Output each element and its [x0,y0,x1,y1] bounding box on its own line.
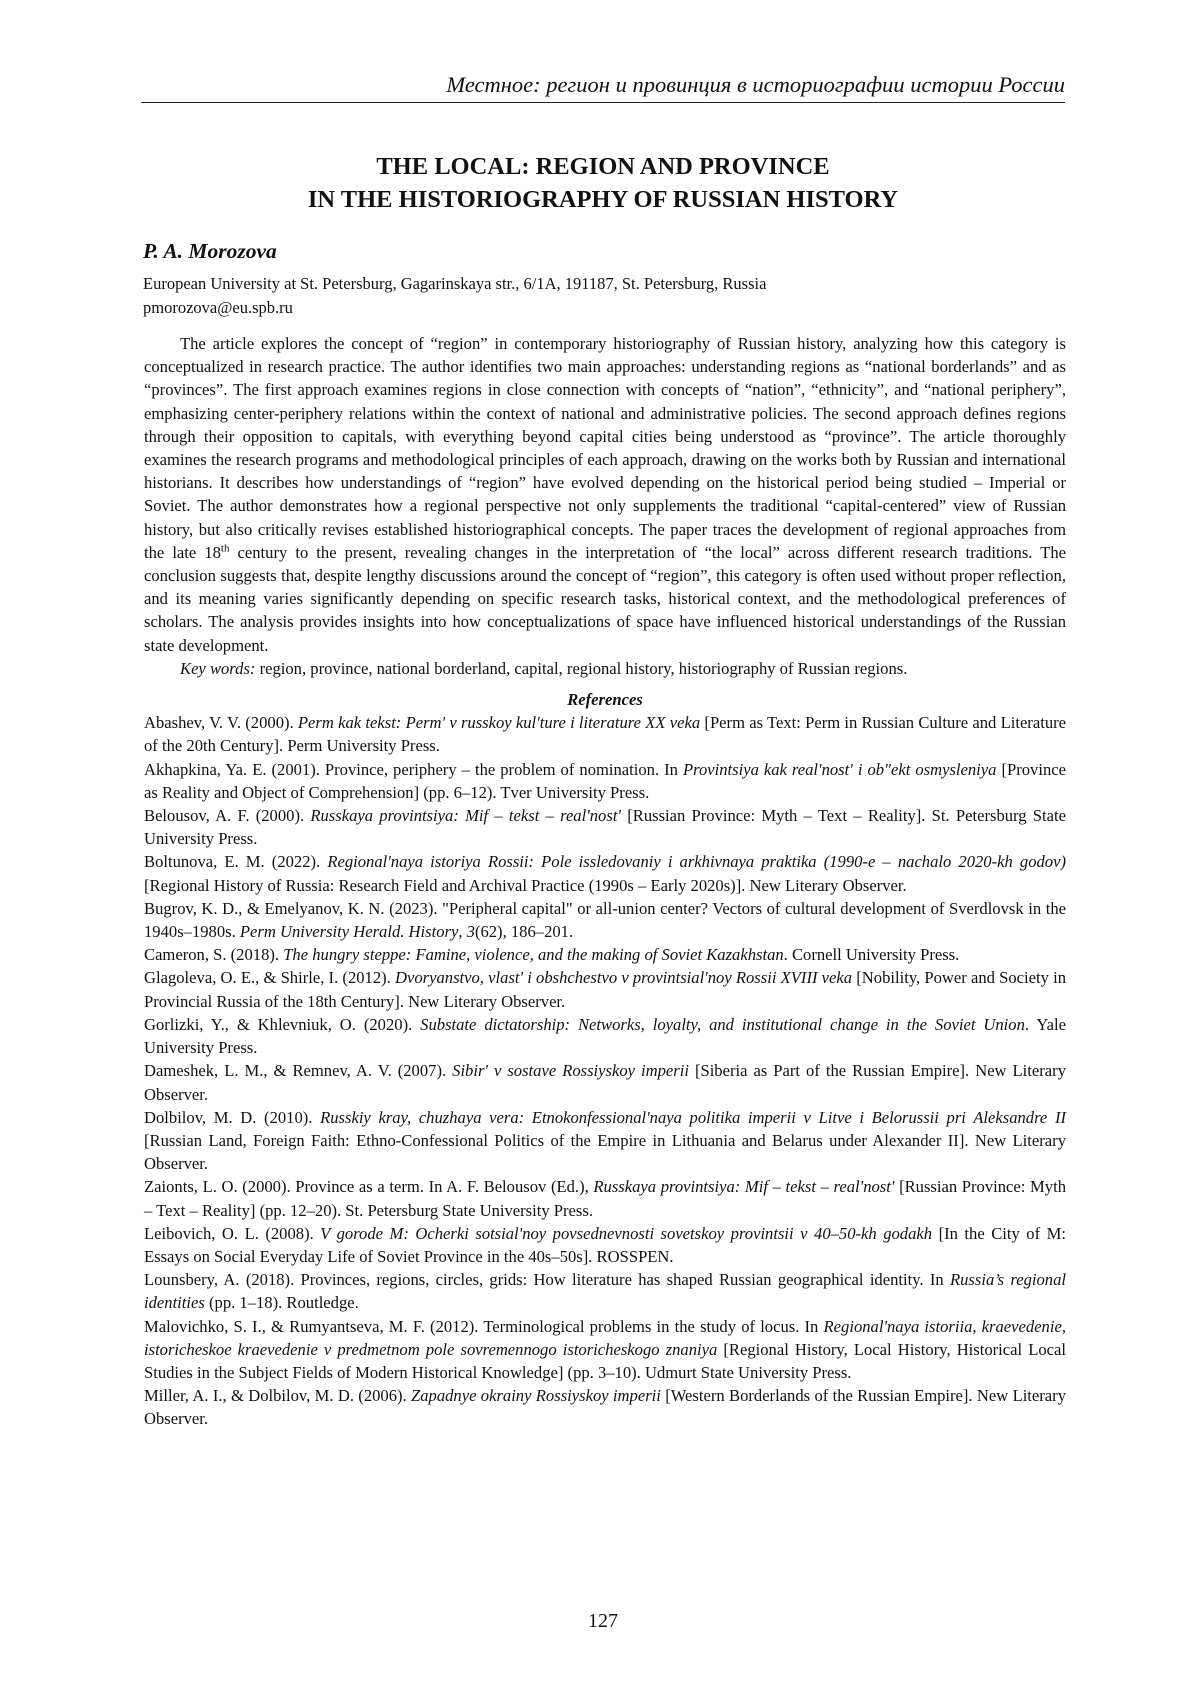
reference-text: Akhapkina, Ya. E. (2001). Province, periphery – the problem of nomination. In [144,760,683,779]
keywords [144,657,1066,680]
reference-title: Perm kak tekst: Perm' v russkoy kul'ture i literature XX veka [298,713,700,732]
reference-text: Boltunova, E. M. (2022). [144,852,327,871]
reference-text: [Regional History of Russia: Research Field and Archival Practice (1990s – Early 2020s)]. New Literary Observer. [144,876,907,895]
reference-title: Region­al'naya istoriia, kraevedenie, istoricheskoe kraevedenie v predmetnom pole sovremennogo istoricheskogo znani­ya [144,1317,1066,1359]
abstract-text-2: century to the present, revealing changes in the in­terpretation of “the local” across different research traditions. The conclusion suggests that, despite lengthy discus­sions around the concept of “region”, this category is often used without proper reflection, and its meaning varies significantly depending on specific research tasks, historical context, and the methodological preferences of scholars. The analysis provides insights into how conceptualizations of space have influenced historical understandings of the Russian state development. [144,543,1066,655]
reference-text: [Province as Reality and Object of Comprehension] (pp. 6–12). Tver University Press. [144,760,1066,802]
reference-text: [Russian Province: Myth – Text – Reality] (pp. 12–20). St. Petersburg State University Press. [144,1177,1066,1219]
reference-item [144,804,1066,850]
reference-item [144,1059,1066,1105]
reference-title: Perm University Herald. History [240,922,458,941]
reference-text: [Siberia as Part of the Russian Empire]. New Literary Observer. [144,1061,1066,1103]
reference-volume: 3 [467,922,475,941]
reference-title: Zapadnye okrainy Rossiyskoy imperii [411,1386,661,1405]
reference-item [144,1384,1066,1430]
title-line-1: THE LOCAL: REGION AND PROVINCE [141,150,1065,183]
reference-title: Russkiy kray, chuzhaya vera: Etnokonfessional'naya politika imperii v Litve i Belorussii pri Aleksandre II [320,1108,1066,1127]
reference-text: Belousov, A. F. (2000). [144,806,310,825]
reference-item [144,711,1066,757]
reference-item [144,966,1066,1012]
references-list [144,711,1066,1430]
reference-text: Zaionts, L. O. (2000). Province as a term. In A. F. Belousov (Ed.), [144,1177,593,1196]
reference-text: Dameshek, L. M., & Remnev, A. V. (2007). [144,1061,452,1080]
reference-text: Bugrov, K. D., & Emelyanov, K. N. (2023). "Peripheral capital" or all-union center? Vectors of cultural devel­opment of Sverdlovsk in the 1940s–1980s. [144,899,1066,941]
reference-text: [Perm as Text: Perm in Russian Culture and Literature of the 20th Century]. Perm University Press. [144,713,1066,755]
reference-item [144,1106,1066,1176]
running-head: Местное: регион и провинция в историографии истории России [141,71,1065,99]
author-email: pmorozova@eu.spb.ru [143,296,1067,320]
keywords-text: region, province, national borderland, capital, regional history, historiography of Russian regions. [255,659,907,678]
reference-item [144,1315,1066,1385]
abstract-superscript: th [221,542,230,554]
reference-text: [Russian Province: Myth – Text – Reality]. St. Petersburg State University Press. [144,806,1066,848]
reference-title: The hungry steppe: Famine, violence, and the making of Soviet Kazakhstan [283,945,783,964]
reference-title: Provintsiya kak real'nost' i ob"ekt osmysleniya [683,760,996,779]
abstract [144,332,1066,657]
reference-title: Russkaya provintsiya: Mif – tekst – real'nost' [310,806,621,825]
reference-item [144,1268,1066,1314]
reference-item [144,1013,1066,1059]
reference-text: [In the City of M: Essays on Social Everyday Life of Soviet Province in the 40s–50s]. ROSSPEN. [144,1224,1066,1266]
affiliation: European University at St. Petersburg, Gagarinskaya str., 6/1A, 191187, St. Petersburg, Russia [143,272,1067,296]
reference-item [144,1175,1066,1221]
reference-text: Gorlizki, Y., & Khlevniuk, O. (2020). [144,1015,420,1034]
reference-text: (62), 186–201. [475,922,573,941]
reference-text: Glagoleva, O. E., & Shirle, I. (2012). [144,968,395,987]
abstract-text-1: The article explores the concept of “region” in contemporary historiography of Russian history, analyzing how this category is conceptualized in research practice. The author identifies two main approaches: understanding re­gions as “national borderlands” and as “provinces”. The first approach examines regions in close connection with concepts of “nation”, “ethnicity”, and “national periphery”, emphasizing center-periphery relations within the context of national and administrative policies. The second approach defines regions through their opposition to capitals, with everything beyond capital cities being understood as “province”. The article thoroughly examines the research programs and methodological principles of each approach, drawing on the works both by Russian and international historians. It describes how understandings of “region” have evolved depending on the historical period being studied – Imperial or Soviet. The author demonstrates how a regional perspective not only supplements the traditional “capi­tal-centered” view of Russian history, but also critically revises established historiographical concepts. The paper traces the development of regional approaches from the late 18 [144,334,1066,562]
reference-text: , [458,922,466,941]
page-number: 127 [141,1608,1065,1634]
reference-text: . Yale University Press. [144,1015,1066,1057]
reference-item [144,758,1066,804]
reference-text: Miller, A. I., & Dolbilov, M. D. (2006). [144,1386,411,1405]
reference-title: Regional'naya istoriya Rossii: Pole issledovaniy i arkhivnaya praktika (1990-e – nachalo 2020-kh godov) [327,852,1066,871]
reference-text: Malovichko, S. I., & Rumyantseva, M. F. (2012). Terminological problems in the study of locus. In [144,1317,824,1336]
references-heading: References [144,688,1066,711]
reference-item [144,850,1066,896]
title-line-2: IN THE HISTORIOGRAPHY OF RUSSIAN HISTORY [141,183,1065,216]
keywords-label: Key words: [180,659,255,678]
author-affiliation-block [143,272,1067,320]
reference-text: Dolbilov, M. D. (2010). [144,1108,320,1127]
reference-text: [Western Borderlands of the Rus­sian Empire]. New Literary Observer. [144,1386,1066,1428]
reference-text: Abashev, V. V. (2000). [144,713,298,732]
reference-text: [Regional History, Local History, Historical Local Studies in the Subject Fields of Modern Historical Knowledge] (pp. 3–10). Udmurt State University Press. [144,1340,1066,1382]
article-title [141,150,1065,216]
reference-text: . Cornell Uni­versity Press. [784,945,960,964]
reference-text: Cameron, S. (2018). [144,945,283,964]
reference-text: (pp. 1–18). Routledge. [205,1293,359,1312]
reference-text: [No­bility, Power and Society in Provincial Russia of the 18th Century]. New Literary Observer. [144,968,1066,1010]
author-name: P. A. Morozova [143,237,277,265]
article-body [144,332,1066,1431]
reference-text: Lounsbery, A. (2018). Provinces, regions, circles, grids: How literature has shaped Russian geographical identi­ty. In [144,1270,950,1289]
reference-title: Sibir' v sostave Rossiyskoy imperii [452,1061,689,1080]
header-rule [141,102,1065,103]
reference-text: [Russian Land, Foreign Faith: Ethno-Confessional Politics of the Empire in Lithuania and Bel­arus under Alexander II]. New Literary Observer. [144,1131,1066,1173]
reference-item [144,897,1066,943]
reference-title: Russkaya provintsiya: Mif – tekst – real'nost' [593,1177,894,1196]
reference-text: Leibovich, O. L. (2008). [144,1224,320,1243]
reference-title: V gorode M: Ocherki sotsial'noy povsednevnosti sovetskoy provintsii v 40–50-kh go­dakh [320,1224,932,1243]
reference-item [144,1222,1066,1268]
reference-title: Russia’s regional identities [144,1270,1066,1312]
reference-title: Dvoryanstvo, vlast' i obshchestvo v provintsial'noy Rossii XVIII veka [395,968,852,987]
reference-item [144,943,1066,966]
reference-title: Substate dictatorship: Networks, loyalty, and institutional change in the Soviet Union [420,1015,1025,1034]
